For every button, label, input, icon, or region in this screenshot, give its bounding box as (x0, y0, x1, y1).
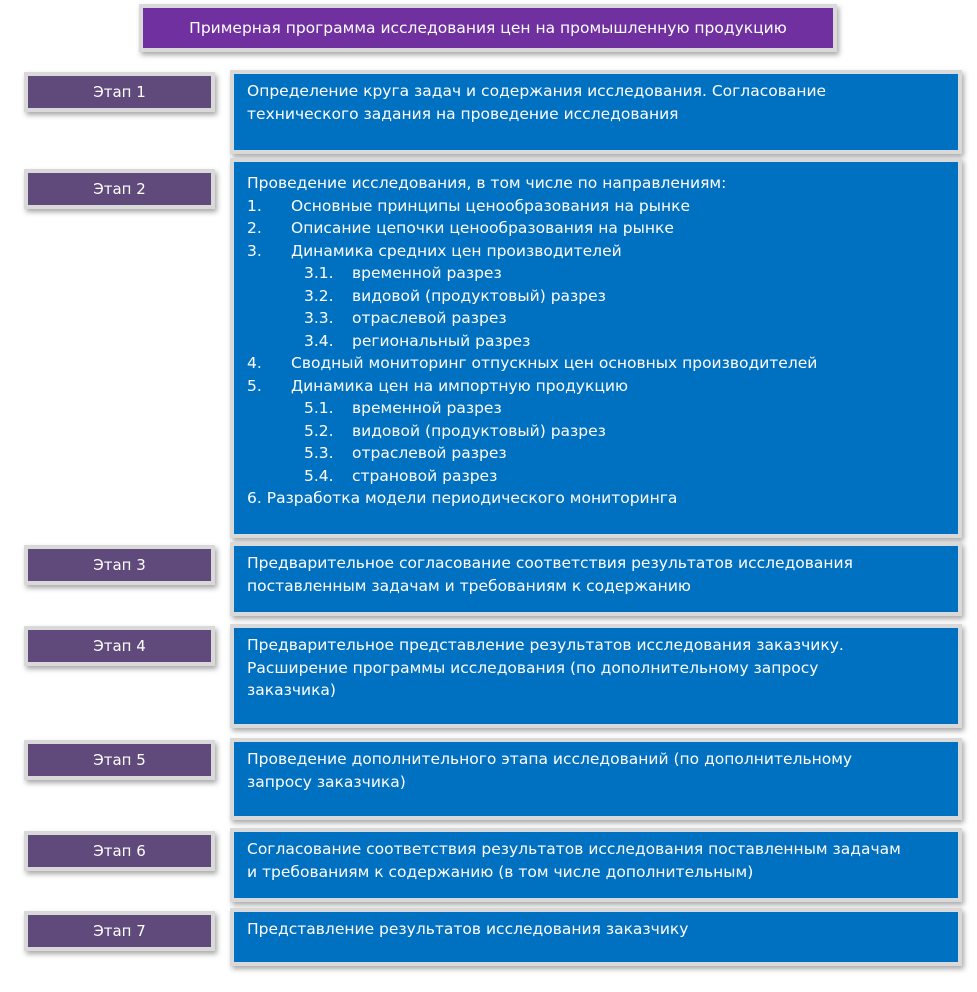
stage-2-last-item: 6. Разработка модели периодического мониторинга (247, 489, 678, 507)
list-subitem: 3.1. временной разрез (304, 264, 502, 282)
stage-1-box (230, 70, 962, 154)
stage-5-line: Проведение дополнительного этапа исследований (по дополнительному (247, 750, 853, 768)
list-subitem: 5.4. страновой разрез (304, 466, 498, 485)
stage-3-box (230, 542, 962, 616)
stage-1-line: технического задания на проведение исследования (247, 104, 679, 123)
list-subitem: 5.1. временной разрез (304, 399, 502, 417)
list-subitem: 3.2. видовой (продуктовый) разрез (304, 286, 606, 305)
list-subitem: 5.3. отраслевой разрез (304, 444, 507, 462)
list-item: 4. Сводный мониторинг отпускных цен основных производителей (247, 354, 818, 372)
list-item: 2. Описание цепочки ценообразования на рынке (247, 219, 674, 237)
stage-7-box (230, 908, 962, 966)
stage-4-label: Этап 4 (24, 626, 215, 666)
stage-1-label: Этап 1 (24, 72, 215, 112)
stage-6-line: и требованиям к содержанию (в том числе дополнительным) (247, 862, 754, 881)
stage-5-label: Этап 5 (24, 740, 215, 780)
list-item: 1. Основные принципы ценообразования на рынке (247, 196, 690, 215)
stage-2-box (230, 158, 962, 538)
stage-4-line: Предварительное представление результатов исследования заказчику. (247, 636, 844, 654)
list-subitem: 5.2. видовой (продуктовый) разрез (304, 421, 606, 440)
stage-2-label: Этап 2 (24, 169, 215, 209)
diagram-title: Примерная программа исследования цен на промышленную продукцию (139, 4, 837, 52)
list-item: 3. Динамика средних цен производителей (247, 241, 622, 260)
stage-3-label: Этап 3 (24, 545, 215, 585)
stage-6-line: Согласование соответствия результатов исследования поставленным задачам (247, 840, 901, 858)
stage-3-line: поставленным задачам и требованиям к содержанию (247, 576, 691, 595)
list-subitem: 3.4. региональный разрез (304, 331, 531, 350)
stage-4-line: заказчика) (247, 681, 336, 699)
list-subitem: 3.3. отраслевой разрез (304, 309, 507, 327)
stage-6-label: Этап 6 (24, 831, 215, 871)
stage-5-box (230, 738, 962, 820)
stage-5-line: запросу заказчика) (247, 772, 406, 791)
stage-1-line: Определение круга задач и содержания исследования. Согласование (247, 82, 827, 100)
stage-4-box (230, 624, 962, 728)
stage-7-line: Представление результатов исследования заказчику (247, 920, 689, 938)
stage-2-intro: Проведение исследования, в том числе по направлениям: (247, 174, 727, 192)
stage-6-box (230, 828, 962, 902)
list-item: 5. Динамика цен на импортную продукцию (247, 376, 628, 395)
stage-4-line: Расширение программы исследования (по дополнительному запросу (247, 658, 819, 677)
stage-3-line: Предварительное согласование соответствия результатов исследования (247, 554, 853, 572)
stage-7-label: Этап 7 (24, 911, 215, 951)
